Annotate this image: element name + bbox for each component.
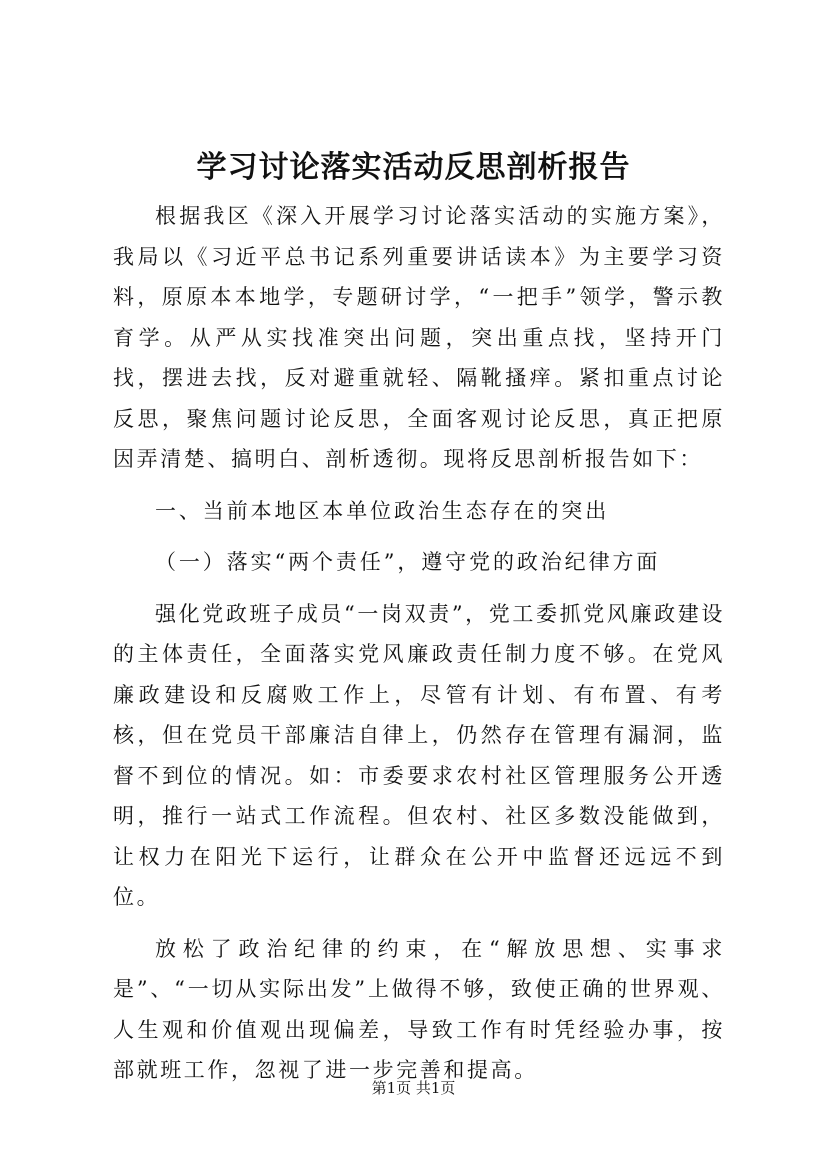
body-paragraph: 强化党政班子成员“一岗双责”，党工委抓党风廉政建设的主体责任，全面落实党风廉政责任制力度不够。在党风廉政建设和反腐败工作上，尽管有计划、有布置、有考核，但在党员干部廉洁自律上，仍然存在管理有漏洞，监督不到位的情况。如：市委要求农村社区管理服务公开透明，推行一站式工作流程。但农村、社区多数没能做到，让权力在阳光下运行，让群众在公开中监督还远远不到位。 [113,601,725,909]
intro-paragraph: 根据我区《深入开展学习讨论落实活动的实施方案》，我局以《习近平总书记系列重要讲话读本》为主要学习资料，原原本本地学，专题研讨学，“一把手”领学，警示教育学。从严从实找准突出问题，突出重点找，坚持开门找，摆进去找，反对避重就轻、隔靴搔痒。紧扣重点讨论反思，聚焦问题讨论反思，全面客观讨论反思，真正把原因弄清楚、搞明白、剖析透彻。现将反思剖析报告如下： [113,204,725,471]
subsection-heading: （一）落实“两个责任”，遵守党的政治纪律方面 [155,550,661,574]
body-paragraph: 放松了政治纪律的约束，在“解放思想、实事求是”、“一切从实际出发”上做得不够，致使正确的世界观、人生观和价值观出现偏差，导致工作有时凭经验办事，按部就班工作，忽视了进一步完善和提高。 [113,936,725,1082]
document-body [113,196,725,1091]
section-heading: 一、当前本地区本单位政治生态存在的突出 [155,498,610,523]
document-title: 学习讨论落实活动反思剖析报告 [196,150,631,185]
page-footer: 第1页 共1页 [371,1079,456,1097]
